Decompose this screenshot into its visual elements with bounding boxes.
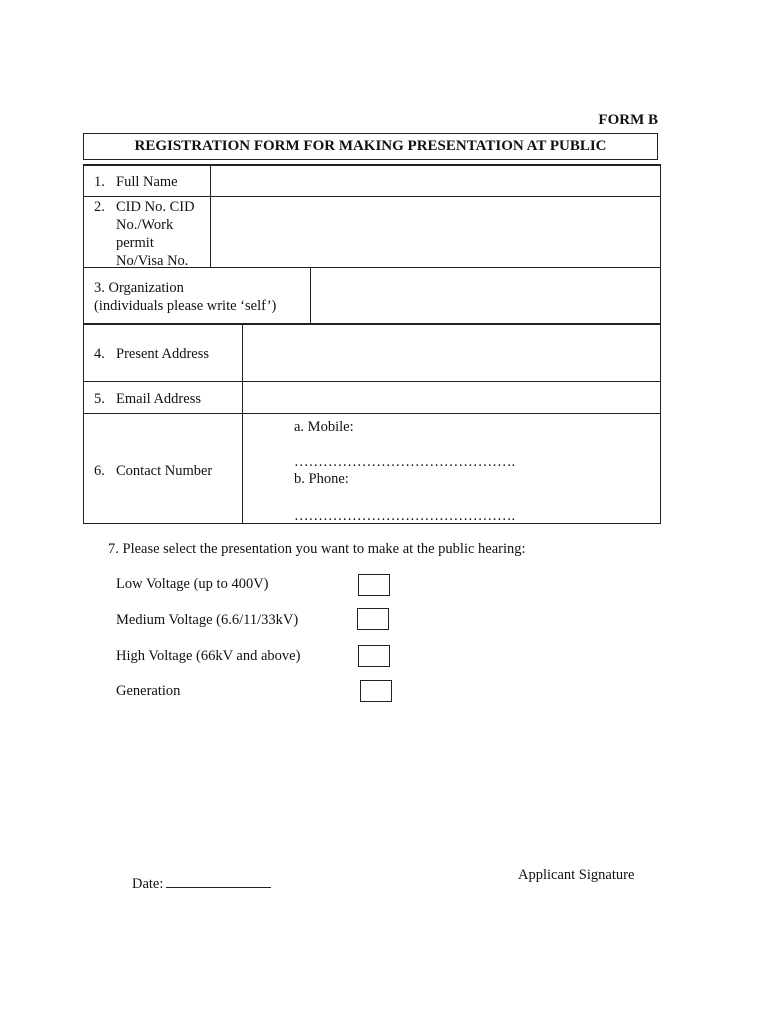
contact-text: Contact Number xyxy=(116,463,213,479)
cid-row xyxy=(84,196,660,269)
email-num: 5. xyxy=(94,391,105,407)
option-low-voltage-label: Low Voltage (up to 400V) xyxy=(116,576,269,592)
cid-label: 2. CID No. CID No./Work permit No/Visa No. xyxy=(94,199,195,269)
present-address-row xyxy=(84,324,660,382)
form-title-text: REGISTRATION FORM FOR MAKING PRESENTATION AT PUBLIC xyxy=(134,138,607,154)
date-label: Date: xyxy=(132,876,164,892)
option-generation-checkbox[interactable] xyxy=(360,680,392,702)
full-name-text: Full Name xyxy=(116,174,178,190)
form-title xyxy=(83,133,658,160)
organization-label-note: (individuals please write ‘self’) xyxy=(94,298,277,314)
contact-table xyxy=(83,323,661,524)
full-name-row xyxy=(84,165,660,197)
present-address-label xyxy=(94,345,209,363)
contact-num: 6. xyxy=(94,463,105,479)
full-name-label xyxy=(94,173,178,191)
identity-table xyxy=(83,164,661,268)
cid-label-line: No/Visa No. xyxy=(116,253,189,269)
option-medium-voltage-label: Medium Voltage (6.6/11/33kV) xyxy=(116,612,299,628)
option-medium-voltage-checkbox[interactable] xyxy=(357,608,389,630)
form-label: FORM B xyxy=(598,112,658,128)
present-address-input[interactable] xyxy=(243,325,660,382)
email-text: Email Address xyxy=(116,391,201,407)
mobile-input[interactable]: ………………………………………. xyxy=(294,454,516,470)
organization-label-line: 3. Organization xyxy=(94,280,184,296)
cid-label-line: No./Work xyxy=(116,217,174,233)
organization-input[interactable] xyxy=(311,268,660,323)
contact-label xyxy=(94,462,212,480)
cid-label-line: CID No. CID xyxy=(116,199,195,215)
email-label xyxy=(94,390,201,408)
email-input[interactable] xyxy=(243,382,660,414)
option-generation-label: Generation xyxy=(116,683,181,699)
date-field xyxy=(132,874,271,893)
phone-input[interactable]: ………………………………………. xyxy=(294,508,516,524)
present-address-text: Present Address xyxy=(116,346,210,362)
cid-input[interactable] xyxy=(211,197,660,269)
full-name-num: 1. xyxy=(94,174,105,190)
phone-label: b. Phone: xyxy=(294,471,349,487)
option-high-voltage-label: High Voltage (66kV and above) xyxy=(116,648,301,664)
applicant-signature-label: Applicant Signature xyxy=(518,867,635,883)
cid-label-line: permit xyxy=(116,235,154,251)
contact-row xyxy=(84,413,660,525)
organization-label xyxy=(94,279,276,315)
presentation-question: 7. Please select the presentation you want to make at the public hearing: xyxy=(108,541,526,557)
option-high-voltage-checkbox[interactable] xyxy=(358,645,390,667)
full-name-input[interactable] xyxy=(211,166,660,197)
option-low-voltage-checkbox[interactable] xyxy=(358,574,390,596)
organization-table xyxy=(83,267,661,324)
date-input-line[interactable] xyxy=(166,874,271,888)
email-row xyxy=(84,381,660,414)
mobile-label: a. Mobile: xyxy=(294,419,354,435)
present-address-num: 4. xyxy=(94,346,105,362)
